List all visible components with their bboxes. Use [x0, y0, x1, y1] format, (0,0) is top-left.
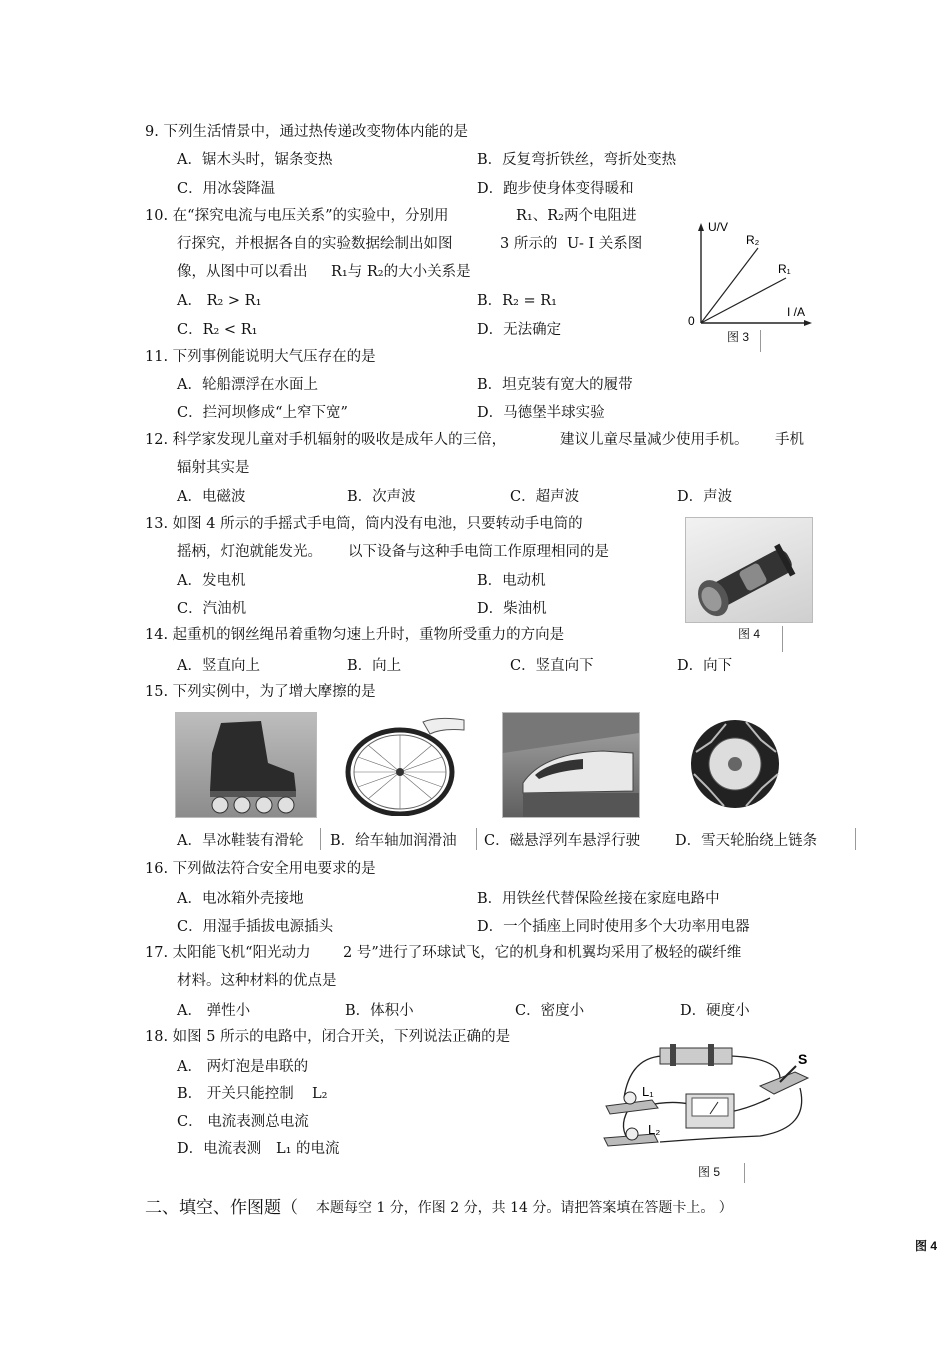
q11-option-a: A．轮船漂浮在水面上 [177, 377, 318, 393]
q10-option-a: A． R₂ > R₁ [177, 293, 262, 309]
q12-stem2: 建议儿童尽量减少使用手机。 [560, 432, 749, 448]
q12-option-a: A．电磁波 [177, 489, 246, 505]
switch-label: S [798, 1051, 808, 1067]
q13-option-b: B．电动机 [477, 573, 546, 589]
q16-option-a: A．电冰箱外壳接地 [177, 891, 304, 907]
q11-option-b: B．坦克装有宽大的履带 [477, 377, 633, 393]
divider [760, 330, 761, 352]
q10-option-c: C．R₂ < R₁ [177, 322, 258, 338]
q13-line2b: 以下设备与这种手电筒工作原理相同的是 [348, 544, 609, 560]
q9-stem: 9. 下列生活情景中，通过热传递改变物体内能的是 [145, 124, 468, 140]
q13-line1: 13. 如图 4 所示的手摇式手电筒，筒内没有电池，只要转动手电筒的 [145, 516, 583, 532]
q14-option-b: B．向上 [347, 658, 402, 674]
q18-option-d: D．电流表测 [177, 1141, 262, 1157]
q10-line2: 行探究，并根据各自的实验数据绘制出如图 [177, 236, 453, 252]
figure-4-flashlight-photo [685, 517, 813, 623]
q14-option-a: A．竖直向上 [177, 658, 260, 674]
q17-option-d: D．硬度小 [680, 1003, 750, 1019]
q15-option-d: D．雪天轮胎绕上链条 [675, 833, 818, 849]
q18-option-c: C． 电流表测总电流 [177, 1114, 309, 1130]
q17-option-a: A． 弹性小 [177, 1003, 251, 1019]
q12-stem: 12. 科学家发现儿童对手机辐射的吸收是成年人的三倍， [145, 432, 507, 448]
q10-line3: 像，从图中可以看出 [177, 264, 308, 280]
q9-option-b: B．反复弯折铁丝，弯折处变热 [477, 152, 677, 168]
maglev-train-photo [502, 712, 640, 818]
divider [855, 828, 856, 850]
r1-label: R₁ [778, 262, 791, 276]
q11-stem: 11. 下列事例能说明大气压存在的是 [145, 349, 376, 365]
q10-line2b: 3 所示的 [500, 236, 558, 252]
q12-line2: 辐射其实是 [177, 460, 250, 476]
r1-line [701, 278, 786, 323]
bicycle-wheel-photo [338, 712, 466, 816]
q13-option-d: D．柴油机 [477, 601, 547, 617]
q18-option-d-l1: L₁ 的电流 [276, 1141, 340, 1157]
section-2-note: 本题每空 1 分，作图 2 分，共 14 分。请把答案填在答题卡上。 ） [316, 1200, 733, 1216]
x-axis-label: I /A [787, 305, 806, 319]
q17-option-c: C．密度小 [515, 1003, 585, 1019]
q17-option-b: B．体积小 [345, 1003, 414, 1019]
q18-option-b: B． 开关只能控制 [177, 1086, 294, 1102]
lamp-l1-label: L₁ [642, 1084, 654, 1099]
q11-option-c: C．拦河坝修成“上窄下宽” [177, 405, 348, 421]
q14-option-d: D．向下 [677, 658, 733, 674]
q15-option-b: B．给车轴加润滑油 [330, 833, 457, 849]
q15-option-c: C．磁悬浮列车悬浮行驶 [484, 833, 641, 849]
figure-5-caption: 图 5 [698, 1165, 721, 1179]
r2-line [701, 248, 758, 323]
q12-stem3: 手机 [775, 432, 804, 448]
divider [476, 828, 477, 850]
skate-photo [175, 712, 317, 818]
origin-label: 0 [688, 314, 695, 328]
q9-option-a: A．锯木头时，锯条变热 [177, 152, 333, 168]
q16-option-b: B．用铁丝代替保险丝接在家庭电路中 [477, 891, 720, 907]
q13-option-c: C．汽油机 [177, 601, 247, 617]
figure-3-caption: 图 3 [727, 330, 750, 344]
q10-line1b: R₁、R₂两个电阻进 [516, 208, 637, 224]
r2-label: R₂ [746, 233, 760, 247]
q9-option-c: C．用冰袋降温 [177, 181, 276, 197]
figure-5-circuit [600, 1038, 815, 1158]
q17-line2: 材料。这种材料的优点是 [177, 973, 337, 989]
q10-option-b: B．R₂ = R₁ [477, 293, 557, 309]
q13-option-a: A．发电机 [177, 573, 246, 589]
snow-chain-tire-photo [686, 712, 784, 816]
q10-line2c: U- I 关系图 [567, 236, 643, 252]
margin-label: 图 4 [915, 1239, 938, 1253]
q10-line3b: R₁与 R₂的大小关系是 [331, 264, 471, 280]
y-axis-label: U/V [708, 220, 729, 234]
q18-option-b-l2: L₂ [312, 1086, 328, 1102]
figure-3-ui-graph [680, 215, 820, 355]
q15-option-a: A．旱冰鞋装有滑轮 [177, 833, 304, 849]
q15-stem: 15. 下列实例中，为了增大摩擦的是 [145, 684, 376, 700]
q10-line1: 10. 在“探究电流与电压关系”的实验中，分别用 [145, 208, 449, 224]
q12-option-b: B．次声波 [347, 489, 416, 505]
section-2-title: 二、填空、作图题（ [145, 1198, 298, 1218]
divider [744, 1163, 745, 1183]
divider [782, 626, 783, 652]
divider [320, 828, 321, 850]
q16-stem: 16. 下列做法符合安全用电要求的是 [145, 861, 376, 877]
q11-option-d: D．马德堡半球实验 [477, 405, 605, 421]
q17-line1b: 2 号”进行了环球试飞，它的机身和机翼均采用了极轻的碳纤维 [343, 945, 742, 961]
q12-option-c: C．超声波 [510, 489, 580, 505]
q12-option-d: D．声波 [677, 489, 733, 505]
q16-option-c: C．用湿手插拔电源插头 [177, 919, 334, 935]
q18-option-a: A． 两灯泡是串联的 [177, 1059, 309, 1075]
figure-4-caption: 图 4 [738, 627, 761, 641]
x-axis-arrow [804, 320, 812, 326]
q10-option-d: D．无法确定 [477, 322, 562, 338]
q9-option-d: D．跑步使身体变得暖和 [477, 181, 634, 197]
q14-option-c: C．竖直向下 [510, 658, 594, 674]
q18-stem: 18. 如图 5 所示的电路中，闭合开关，下列说法正确的是 [145, 1029, 511, 1045]
y-axis-arrow [698, 223, 704, 231]
q14-stem: 14. 起重机的钢丝绳吊着重物匀速上升时，重物所受重力的方向是 [145, 627, 565, 643]
q13-line2: 摇柄，灯泡就能发光。 [177, 544, 322, 560]
q16-option-d: D．一个插座上同时使用多个大功率用电器 [477, 919, 750, 935]
lamp-l2-label: L₂ [648, 1122, 661, 1137]
q17-line1: 17. 太阳能飞机“阳光动力 [145, 945, 311, 961]
